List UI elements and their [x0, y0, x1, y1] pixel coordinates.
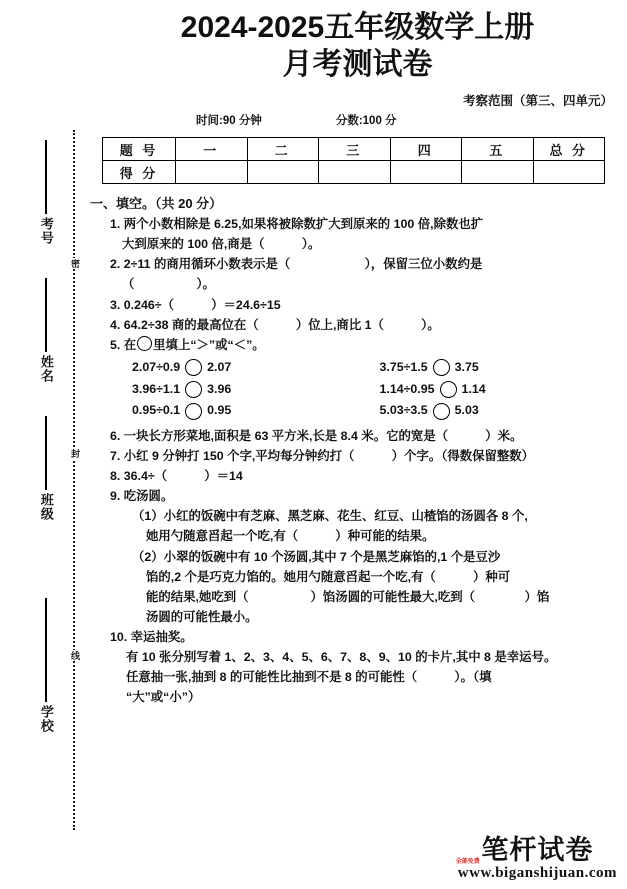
- seal-rule: [45, 278, 47, 352]
- question-10-line-1: 有 10 张分别写着 1、2、3、4、5、6、7、8、9、10 的卡片,其中 8 是幸运号。: [126, 649, 557, 664]
- question-7: 7. 小红 9 分钟打 150 个字,平均每分钟约打（ ）个字。（得数保留整数）: [110, 449, 535, 464]
- comparison-item-4[interactable]: [380, 379, 627, 401]
- brand-url: www.biganshijuan.com: [457, 864, 617, 881]
- comparison-5-value: 0.95: [207, 403, 232, 418]
- page-title: [88, 10, 627, 83]
- question-9-sub-1-line-2: 她用勺随意舀起一个吃,有（ ）种可能的结果。: [146, 529, 435, 544]
- question-6: 6. 一块长方形菜地,面积是 63 平方米,长是 8.4 米。它的宽是（ ）米。: [110, 428, 523, 443]
- comparison-4-expr: 1.14÷0.95: [379, 381, 435, 396]
- exam-meta: [88, 112, 627, 128]
- score-cell-4[interactable]: [390, 161, 462, 184]
- score-table-col-5: 五: [462, 138, 534, 161]
- sealing-dotted-line: [73, 130, 75, 830]
- seal-label-name: 姓名: [38, 355, 54, 383]
- question-2-line-2: （ ）。: [122, 277, 215, 292]
- comparison-grid: [132, 357, 627, 422]
- question-8: 8. 36.4÷（ ）＝14: [110, 469, 243, 484]
- section-heading-fill-blanks: 一、填空。（共 20 分）: [90, 196, 223, 212]
- question-1-line-1: 1. 两个小数相除是 6.25,如果将被除数扩大到原来的 100 倍,除数也扩: [110, 217, 484, 232]
- seal-field-name: [26, 278, 66, 383]
- question-4: 4. 64.2÷38 商的最高位在（ ）位上,商比 1（ ）。: [110, 317, 440, 332]
- comparison-4-value: 1.14: [461, 381, 486, 396]
- comparison-item-5[interactable]: [132, 400, 380, 422]
- question-5: [110, 335, 619, 355]
- comparison-2-value: 3.75: [454, 359, 479, 374]
- seal-label-school: 学校: [38, 705, 54, 733]
- circle-icon[interactable]: [185, 403, 202, 420]
- circle-icon[interactable]: [185, 359, 202, 376]
- comparison-3-value: 3.96: [207, 381, 232, 396]
- comparison-6-value: 5.03: [454, 403, 479, 418]
- score-table-col-1: 一: [176, 138, 248, 161]
- circle-icon: [137, 336, 152, 351]
- comparison-3-expr: 3.96÷1.1: [132, 381, 181, 396]
- score-table-row-header-question: 题 号: [103, 138, 176, 161]
- comparison-item-3[interactable]: [132, 379, 380, 401]
- score-table-col-total: 总 分: [533, 138, 605, 161]
- score-table-row-header-score: 得 分: [103, 161, 176, 184]
- seal-char-feng: 封: [66, 448, 82, 459]
- exam-time: 时间:90 分钟: [196, 115, 262, 128]
- comparison-5-expr: 0.95÷0.1: [132, 403, 181, 418]
- seal-rule: [45, 140, 47, 214]
- seal-field-class: [26, 416, 66, 521]
- seal-margin: [0, 0, 88, 889]
- title-line-1: 2024-2025五年级数学上册: [180, 11, 535, 44]
- score-cell-total[interactable]: [533, 161, 605, 184]
- comparison-item-2[interactable]: [380, 357, 627, 379]
- question-10-line-3: “大”或“小”）: [126, 690, 201, 705]
- question-1-line-2: 大到原来的 100 倍,商是（ ）。: [122, 237, 321, 252]
- free-badge: 全部免费: [455, 858, 480, 865]
- circle-icon[interactable]: [433, 359, 450, 376]
- brand-name: 笔杆试卷: [481, 834, 594, 865]
- question-2-line-1: 2. 2÷11 的商用循环小数表示是（ ），保留三位小数约是: [110, 257, 483, 272]
- seal-char-xian: 线: [66, 650, 82, 661]
- seal-field-exam-number: [26, 140, 66, 245]
- comparison-row: [132, 400, 627, 422]
- circle-icon[interactable]: [433, 403, 450, 420]
- score-table-col-3: 三: [319, 138, 391, 161]
- seal-label-class: 班级: [38, 493, 54, 521]
- table-row-scores: [103, 161, 605, 184]
- comparison-6-expr: 5.03÷3.5: [379, 403, 428, 418]
- comparison-1-expr: 2.07÷0.9: [132, 359, 181, 374]
- exam-scope: 考察范围（第三、四单元）: [462, 94, 613, 109]
- circle-icon[interactable]: [440, 381, 457, 398]
- paper-content: [88, 0, 627, 889]
- seal-rule: [45, 416, 47, 490]
- seal-char-mi: 密: [66, 258, 82, 269]
- seal-field-school: [26, 598, 66, 733]
- question-9-sub-1-line-1: （1）小红的饭碗中有芝麻、黑芝麻、花生、红豆、山楂馅的汤圆各 8 个,: [132, 509, 528, 524]
- footer-brand-logo: [455, 834, 617, 882]
- comparison-1-value: 2.07: [207, 359, 232, 374]
- title-line-2: 月考测试卷: [282, 47, 433, 81]
- score-cell-5[interactable]: [462, 161, 534, 184]
- exam-total-score: 分数:100 分: [335, 115, 397, 128]
- question-9-sub-2-line-3: 能的结果,她吃到（ ）馅汤圆的可能性最大,吃到（ ）馅: [146, 589, 550, 604]
- comparison-row: [132, 357, 627, 379]
- comparison-item-1[interactable]: [132, 357, 380, 379]
- score-table-col-2: 二: [247, 138, 319, 161]
- score-cell-3[interactable]: [319, 161, 391, 184]
- question-9: 9. 吃汤圆。: [110, 489, 174, 504]
- question-5-text-tail: 里填上“＞”或“＜”。: [153, 337, 265, 352]
- score-cell-2[interactable]: [247, 161, 319, 184]
- circle-icon[interactable]: [185, 381, 202, 398]
- question-3: 3. 0.246÷（ ）＝24.6÷15: [110, 297, 281, 312]
- question-10-title: 10. 幸运抽奖。: [110, 629, 193, 644]
- question-9-sub-2-line-1: （2）小翠的饭碗中有 10 个汤圆,其中 7 个是黑芝麻馅的,1 个是豆沙: [132, 549, 501, 564]
- score-cell-1[interactable]: [176, 161, 248, 184]
- comparison-item-6[interactable]: [380, 400, 627, 422]
- question-10-line-2: 任意抽一张,抽到 8 的可能性比抽到不是 8 的可能性（ ）。（填: [126, 670, 492, 685]
- seal-label-exam-number: 考号: [38, 217, 54, 245]
- table-row-question-numbers: [103, 138, 605, 161]
- seal-rule: [45, 598, 47, 702]
- question-9-sub-2-line-2: 馅的,2 个是巧克力馅的。她用勺随意舀起一个吃,有（ ）种可: [146, 569, 511, 584]
- question-5-text: 5. 在: [110, 337, 137, 352]
- score-table-col-4: 四: [390, 138, 462, 161]
- score-table: [102, 137, 605, 184]
- question-9-sub-2-line-4: 汤圆的可能性最小。: [146, 609, 258, 624]
- comparison-2-expr: 3.75÷1.5: [379, 359, 428, 374]
- comparison-row: [132, 379, 627, 401]
